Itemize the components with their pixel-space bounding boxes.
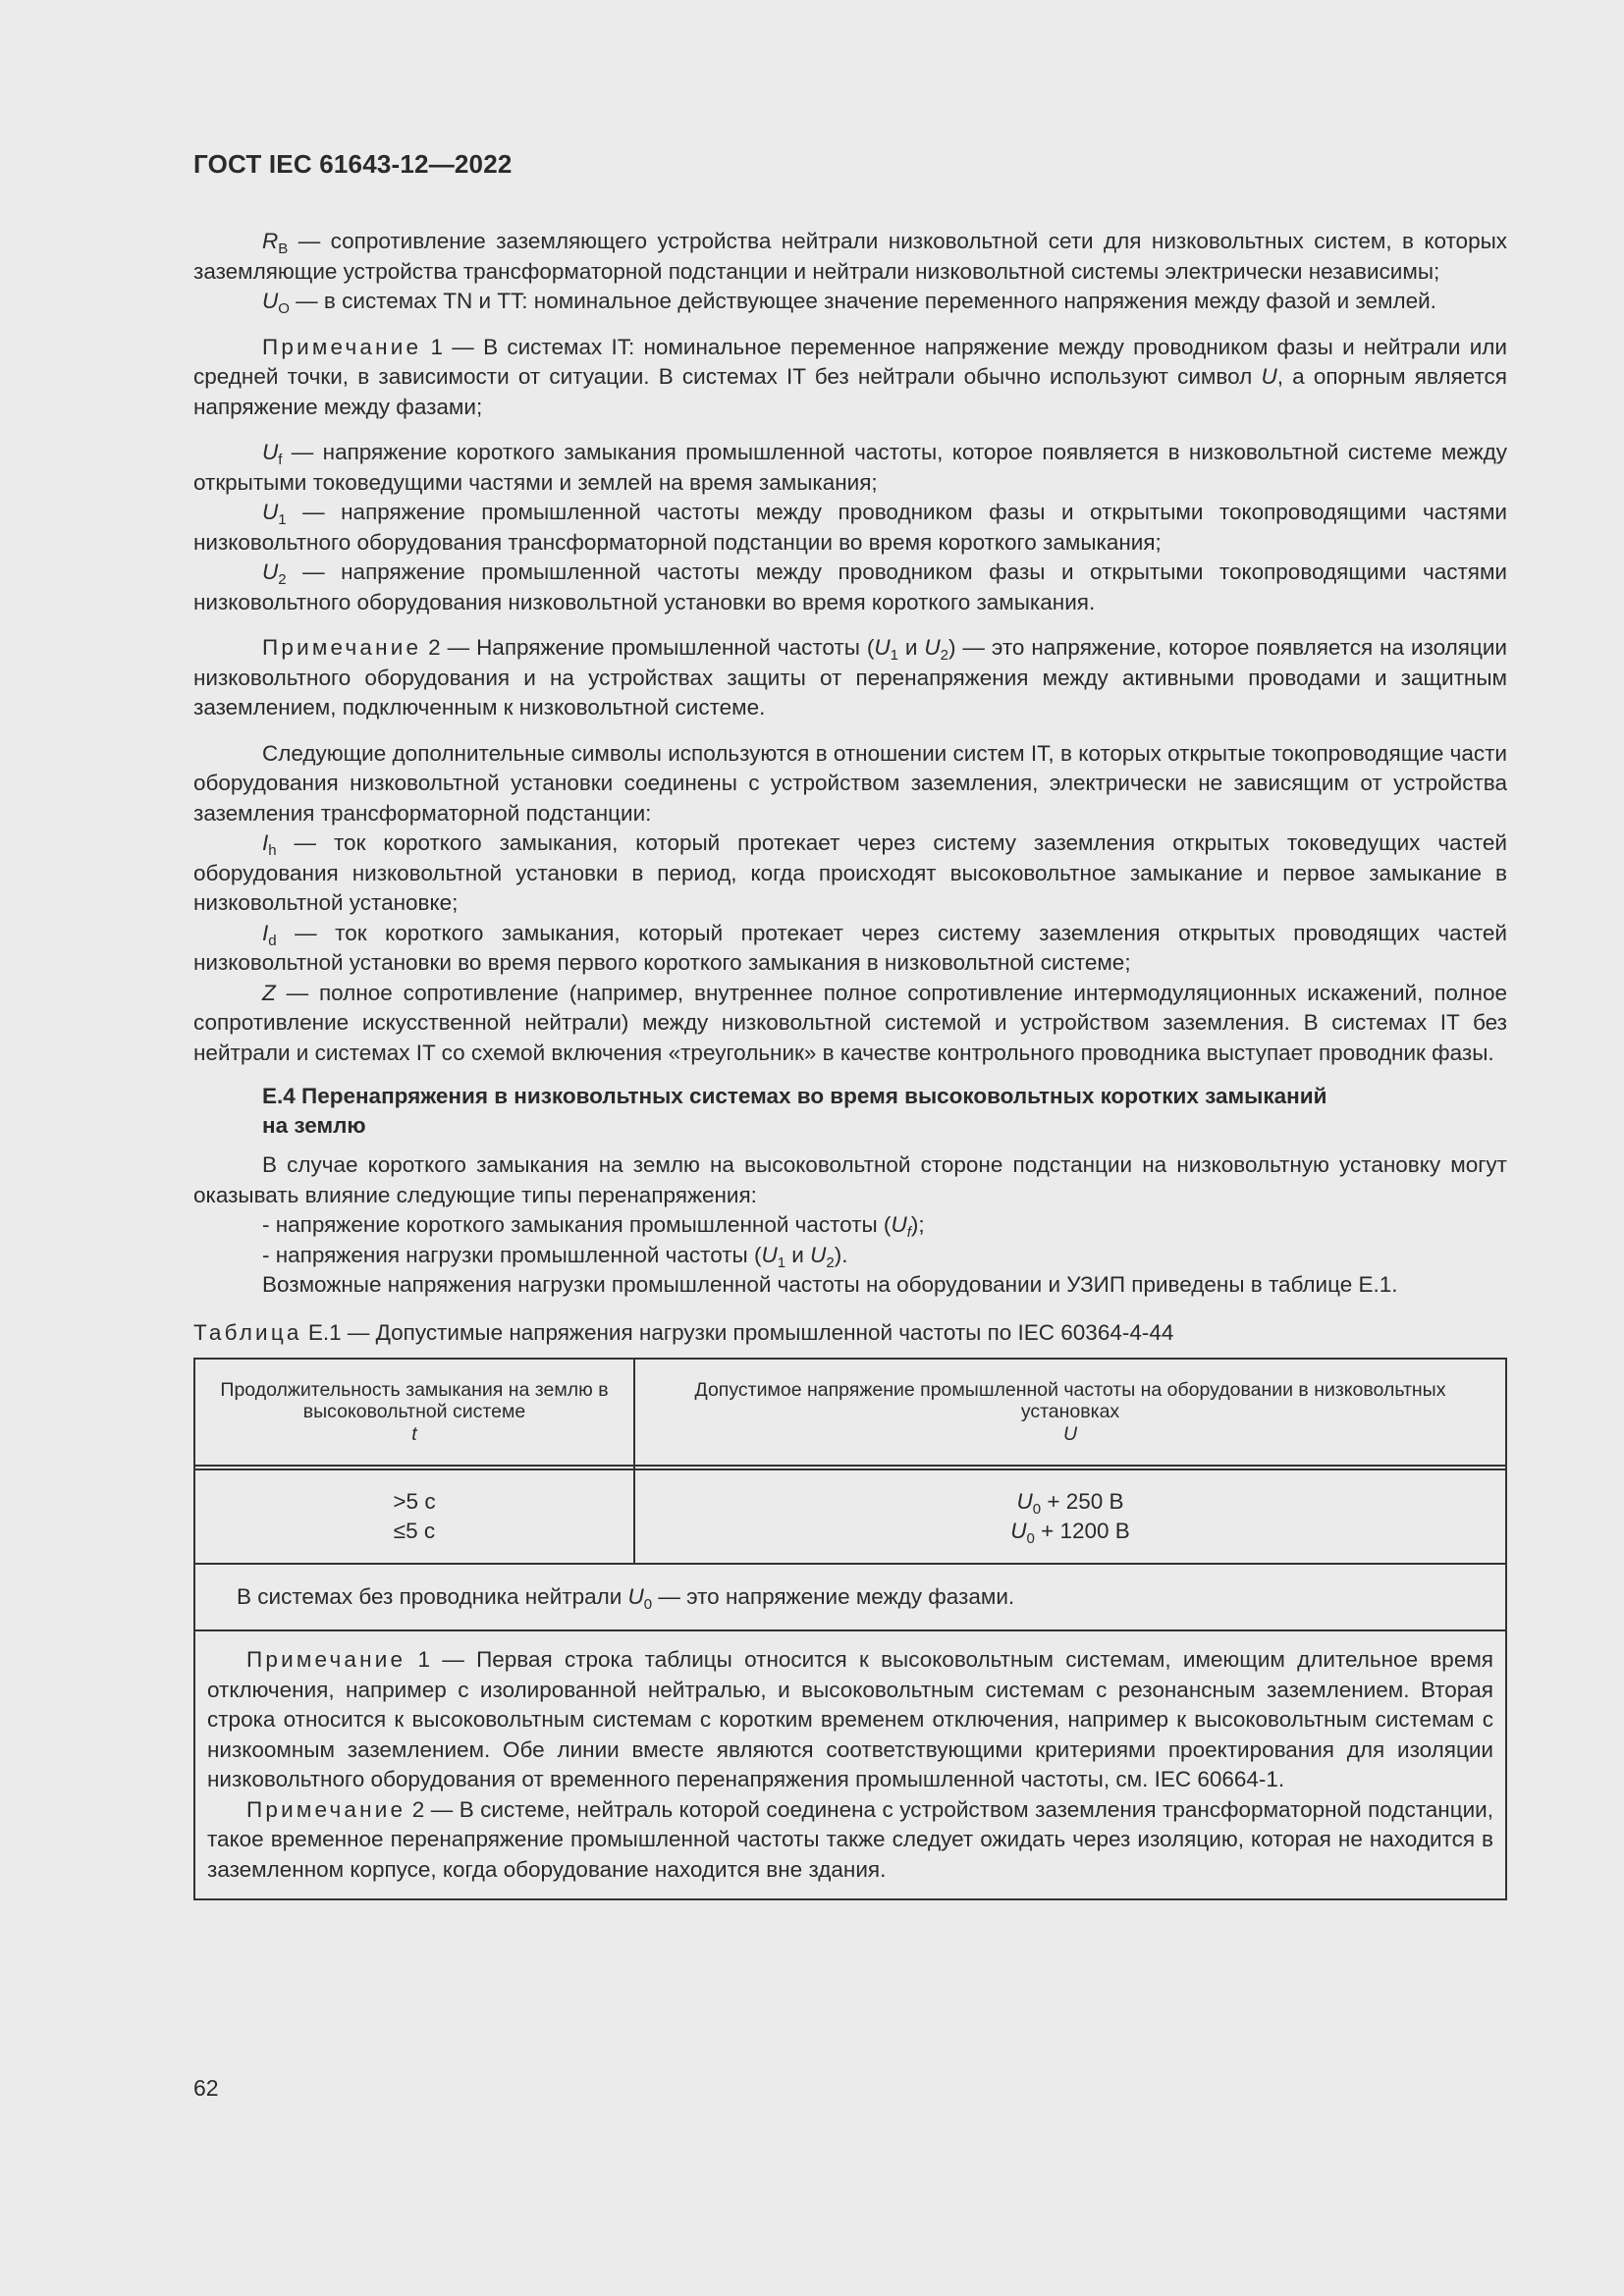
subscript: 1 <box>278 511 287 528</box>
symbol: U <box>761 1242 778 1267</box>
symbol: U <box>1016 1489 1033 1514</box>
table-label: Таблица <box>193 1319 302 1345</box>
subscript: f <box>906 1224 911 1241</box>
symbol: U <box>262 440 279 464</box>
symbol: U <box>810 1242 827 1267</box>
conjunction: и <box>897 635 925 660</box>
paragraph-z <box>193 979 1507 1069</box>
subscript: 1 <box>777 1254 786 1271</box>
table-cell <box>634 1469 1506 1564</box>
header-text: Продолжительность замыкания на землю в высоковольтной системе <box>220 1378 609 1423</box>
note-text: ) — это напряжение, которое появляется на изоляции низковольтного оборудования и на устройствах защиты от перенапряжения между активными проводами и защитным заземлением, подключенным к низковольтной системе. <box>193 635 1507 720</box>
paragraph-text: — полное сопротивление (например, внутреннее полное сопротивление интермодуляционных искажений, полное сопротивление искусственной нейтрали) между низковольтной системой и устройством заземления. В системах IT без нейтрали и системах IT со схемой включения «треугольник» в качестве контрольного проводника выступает проводник фазы. <box>193 980 1507 1065</box>
list-text: ). <box>834 1242 848 1267</box>
note-number: 1 — <box>417 1647 477 1672</box>
paragraph-text: — ток короткого замыкания, который протекает через систему заземления открытых токоведущих частей оборудования низковольтной установки в период, когда происходят высоковольтное замыкание и первое замыкание в низковольтной установке; <box>193 830 1507 915</box>
symbol: U <box>627 1583 644 1609</box>
symbol: U <box>262 500 279 524</box>
paragraph-u2 <box>193 558 1507 617</box>
subscript: h <box>268 842 277 859</box>
voltage-table <box>193 1358 1507 1900</box>
symbol: I <box>262 920 269 945</box>
symbol: R <box>262 229 279 253</box>
subscript: d <box>268 932 277 949</box>
note-number: 2 — <box>411 1796 460 1822</box>
section-title <box>262 1082 1507 1141</box>
paragraph-uf <box>193 438 1507 498</box>
note-label: Примечание <box>246 1796 406 1822</box>
paragraph-id <box>193 919 1507 979</box>
conjunction: и <box>785 1242 811 1267</box>
list-item <box>193 1210 1507 1241</box>
symbol: U <box>1261 364 1277 389</box>
symbol: U <box>262 289 279 313</box>
note-2 <box>193 633 1507 723</box>
note-label: Примечание <box>246 1647 406 1672</box>
voltage-value <box>636 1517 1504 1546</box>
table-header-cell <box>194 1359 634 1466</box>
table-row <box>194 1469 1506 1564</box>
section-title-line: E.4 Перенапряжения в низковольтных системах во время высоковольтных коротких замыканий <box>262 1084 1327 1108</box>
list-text: ); <box>910 1212 925 1237</box>
subscript: 0 <box>1026 1530 1035 1547</box>
paragraph-text: — напряжение промышленной частоты между проводником фазы и открытыми токопроводящими частями низковольтного оборудования низковольтной установки во время короткого замыкания. <box>193 560 1507 614</box>
table-header-row <box>194 1359 1506 1466</box>
paragraph-text: — в системах TN и TT: номинальное действующее значение переменного напряжения между фазой и землей. <box>289 289 1436 313</box>
note-number: 2 — <box>428 635 477 660</box>
paragraph-u1 <box>193 498 1507 558</box>
table-footnote-row <box>194 1564 1506 1630</box>
voltage-text: + 1200 В <box>1034 1519 1130 1543</box>
paragraph-text: — напряжение промышленной частоты между проводником фазы и открытыми токопроводящими частями низковольтного оборудования трансформаторной подстанции во время короткого замыкания; <box>193 500 1507 555</box>
section-title-line: на землю <box>262 1113 366 1138</box>
symbol: U <box>262 560 279 584</box>
table-caption <box>193 1318 1507 1349</box>
list-text: - напряжение короткого замыкания промышленной частоты ( <box>262 1212 892 1237</box>
note-text: , а опорным является напряжение между фазами; <box>193 364 1507 419</box>
note-text: Первая строка таблицы относится к высоковольтным системам, имеющим длительное время отключения, например с изолированной нейтралью, и высоковольтным системам с резонансным заземлением. Вторая строка относится к высоковольтным системам с коротким временем отключения, например к высоковольтным системам с низкоомным заземлением. Обе линии вместе являются соответствующими критериями проектирования для изоляции низковольтного оборудования от временного перенапряжения промышленной частоты, см. IEC 60664-1. <box>207 1647 1493 1791</box>
header-text: Допустимое напряжение промышленной частоты на оборудовании в низковольтных установках <box>694 1378 1446 1423</box>
table-notes-row <box>194 1630 1506 1899</box>
table-cell <box>194 1469 634 1564</box>
table-caption-text: E.1 — Допустимые напряжения нагрузки промышленной частоты по IEC 60364-4-44 <box>301 1319 1174 1345</box>
paragraph-rb <box>193 227 1507 287</box>
paragraph-text: — сопротивление заземляющего устройства нейтрали низковольтной сети для низковольтных систем, в которых заземляющие устройства трансформаторной подстанции и нейтрали низковольтной системы электрически независимы; <box>193 229 1507 284</box>
voltage-text: + 250 В <box>1041 1489 1124 1514</box>
subscript: f <box>278 452 283 468</box>
paragraph-table-ref: Возможные напряжения нагрузки промышленной частоты на оборудовании и УЗИП приведены в таблице E.1. <box>262 1272 1398 1297</box>
document-header: ГОСТ IEC 61643-12—2022 <box>193 149 513 179</box>
list-text: - напряжения нагрузки промышленной частоты ( <box>262 1242 762 1267</box>
subscript: O <box>278 300 290 317</box>
duration-value: ≤5 с <box>393 1519 436 1543</box>
table-header-cell <box>634 1359 1506 1466</box>
list-item <box>193 1241 1507 1271</box>
note-text: В системе, нейтраль которой соединена с устройством заземления трансформаторной подстанции, такое временное перенапряжение промышленной частоты также следует ожидать через изоляцию, которая не находится в заземленном корпусе, когда оборудование находится вне здания. <box>207 1796 1493 1882</box>
symbol: U <box>924 635 941 660</box>
subscript: 1 <box>890 647 898 664</box>
paragraph-uo <box>193 287 1507 317</box>
voltage-value <box>636 1487 1504 1517</box>
subscript: 0 <box>1032 1501 1042 1518</box>
note-1 <box>193 333 1507 423</box>
subscript: 0 <box>643 1595 653 1613</box>
note-text: Напряжение промышленной частоты ( <box>476 635 875 660</box>
note-label: Примечание <box>262 334 422 359</box>
duration-value: >5 с <box>393 1489 436 1514</box>
symbol: U <box>1010 1519 1027 1543</box>
table-note-2 <box>207 1795 1493 1886</box>
symbol: Z <box>262 980 276 1005</box>
table-footnote <box>194 1564 1506 1630</box>
header-symbol: t <box>411 1422 417 1445</box>
subscript: 2 <box>826 1254 835 1271</box>
subscript: 2 <box>278 571 287 588</box>
symbol: U <box>874 635 891 660</box>
subscript: 2 <box>940 647 948 664</box>
paragraph-it-intro: Следующие дополнительные символы используются в отношении систем IT, в которых открытые токопроводящие части оборудования низковольтной установки соединены с устройством заземления, электрически не зависящим от устройства заземления трансформаторной подстанции: <box>193 740 1507 826</box>
symbol: I <box>262 830 269 855</box>
note-label: Примечание <box>262 635 422 660</box>
symbol: U <box>891 1212 907 1237</box>
paragraph-text: — ток короткого замыкания, который протекает через систему заземления открытых проводящих частей низковольтной установки во время первого короткого замыкания в низковольтной системе; <box>193 920 1507 975</box>
document-page <box>193 147 1507 1900</box>
subscript: B <box>278 240 289 257</box>
page-number: 62 <box>193 2075 219 2101</box>
paragraph-ih <box>193 828 1507 919</box>
header-symbol: U <box>1062 1422 1078 1445</box>
paragraph-text: — напряжение короткого замыкания промышленной частоты, которое появляется в низковольтной системе между открытыми токоведущими частями и землей на время замыкания; <box>193 440 1507 495</box>
note-text: В системах IT: номинальное переменное напряжение между проводником фазы и нейтрали или средней точки, в зависимости от ситуации. В системах IT без нейтрали обычно используют символ <box>193 334 1507 389</box>
table-note-1 <box>207 1645 1493 1795</box>
footnote-text: — это напряжение между фазами. <box>652 1583 1015 1609</box>
paragraph-overvoltage-intro: В случае короткого замыкания на землю на высоковольтной стороне подстанции на низковольтную установку могут оказывать влияние следующие типы перенапряжения: <box>193 1152 1507 1207</box>
note-number: 1 — <box>430 334 484 359</box>
footnote-text: В системах без проводника нейтрали <box>237 1583 628 1609</box>
table-notes <box>194 1630 1506 1899</box>
